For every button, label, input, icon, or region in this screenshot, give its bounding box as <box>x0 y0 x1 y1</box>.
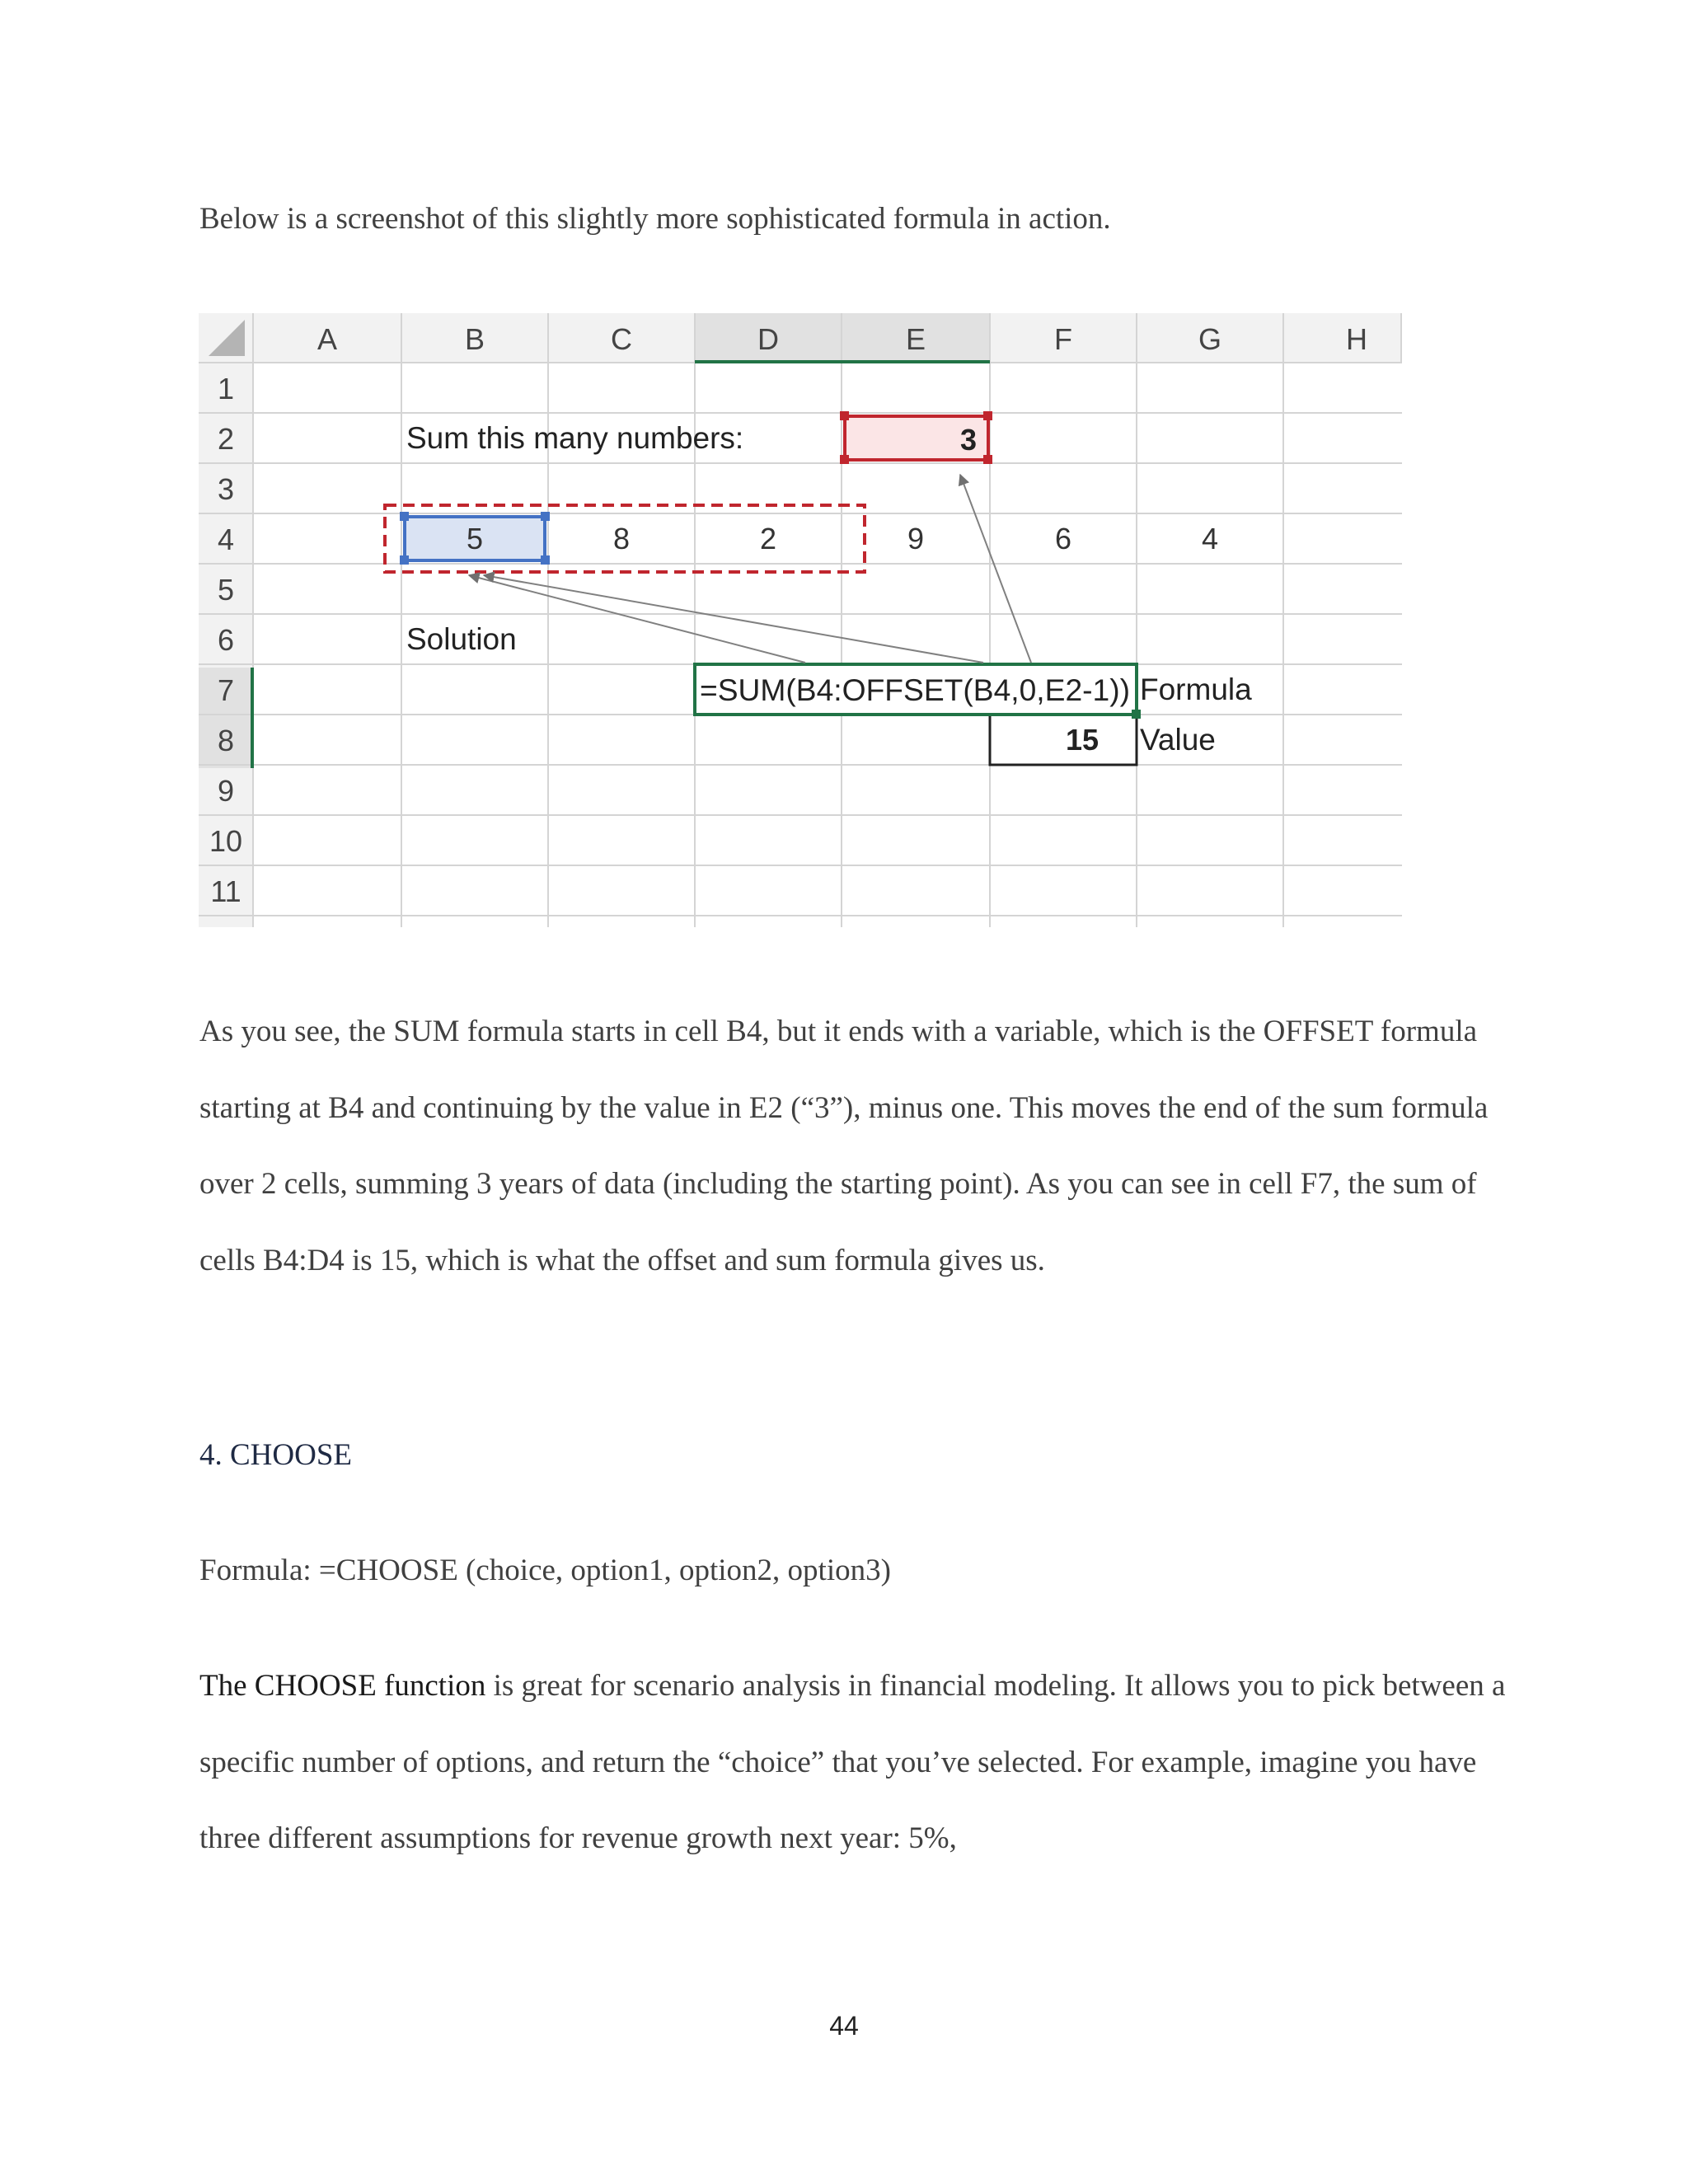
cell-e2[interactable]: 3 <box>959 423 977 457</box>
row-header-7[interactable]: 7 <box>217 673 235 707</box>
column-header-d[interactable]: D <box>757 322 779 356</box>
cell-d4[interactable]: 2 <box>759 522 777 555</box>
cell-e4[interactable]: 9 <box>907 522 925 555</box>
precedent-arrow-3 <box>960 475 1031 663</box>
column-header-g[interactable]: G <box>1198 322 1222 356</box>
cell-f4[interactable]: 6 <box>1054 522 1072 555</box>
column-header-h[interactable]: H <box>1346 322 1367 356</box>
section-heading: 4. CHOOSE <box>199 1438 353 1472</box>
row-header-5[interactable]: 5 <box>217 573 235 607</box>
cell-f8-border <box>990 715 1137 765</box>
cell-b6-label[interactable]: Solution <box>406 622 517 656</box>
offset-explanation-paragraph: As you see, the SUM formula starts in cell B4, but it ends with a variable, which is the OFFSET formula starting at B4 and continuing by the value in E2 (“3”), minus one. This moves the end of the sum formula over 2 cells, summing 3 years of data (including the starting point). As you can see in cell F7, the sum of cells B4:D4 is 15, which is what the offset and sum formula gives us. <box>199 1015 1489 1277</box>
precedent-arrow-2 <box>484 575 983 663</box>
cell-b4[interactable]: 5 <box>466 522 484 555</box>
cell-b2-label[interactable]: Sum this many numbers: <box>406 421 744 455</box>
column-header-e[interactable]: E <box>905 322 926 356</box>
row-header-9[interactable]: 9 <box>217 774 235 808</box>
row-header-6[interactable]: 6 <box>217 623 235 657</box>
choose-formula-line: Formula: =CHOOSE (choice, option1, option2, option3) <box>199 1554 891 1587</box>
precedent-arrow-1 <box>469 575 805 663</box>
column-header-a[interactable]: A <box>316 322 338 356</box>
row-header-4[interactable]: 4 <box>217 523 235 556</box>
choose-paragraph <box>199 1648 1518 1877</box>
cell-c4[interactable]: 8 <box>612 522 631 555</box>
choose-function-link[interactable]: The CHOOSE function <box>199 1669 486 1703</box>
grid-lines <box>199 313 1402 927</box>
cell-g7-label[interactable]: Formula <box>1140 673 1252 706</box>
column-header-c[interactable]: C <box>611 322 632 356</box>
column-header-b[interactable]: B <box>464 322 485 356</box>
cell-f8[interactable]: 15 <box>1065 723 1099 757</box>
row-header-11[interactable]: 11 <box>210 874 241 908</box>
page-number: 44 <box>829 2011 859 2041</box>
row-header-1[interactable]: 1 <box>217 372 235 405</box>
spreadsheet-screenshot <box>199 313 1402 927</box>
cell-d7-formula[interactable]: =SUM(B4:OFFSET(B4,0,E2-1)) <box>700 673 1130 707</box>
fill-handle[interactable] <box>1132 710 1141 719</box>
row-header-8[interactable]: 8 <box>217 724 235 757</box>
cell-g4[interactable]: 4 <box>1201 522 1219 555</box>
choose-paragraph-text: is great for scenario analysis in financial modeling. It allows you to pick between a specific number of options, and return the “choice” that you’ve selected. For example, imagine you have three different assumptions for revenue growth next year: 5%, <box>199 1669 1506 1855</box>
row-header-2[interactable]: 2 <box>217 422 235 456</box>
intro-paragraph: Below is a screenshot of this slightly more sophisticated formula in action. <box>199 202 1111 236</box>
row-header-3[interactable]: 3 <box>217 472 235 506</box>
row-header-10[interactable]: 10 <box>209 824 243 858</box>
column-header-f[interactable]: F <box>1054 322 1072 356</box>
cell-g8-label[interactable]: Value <box>1140 723 1216 757</box>
